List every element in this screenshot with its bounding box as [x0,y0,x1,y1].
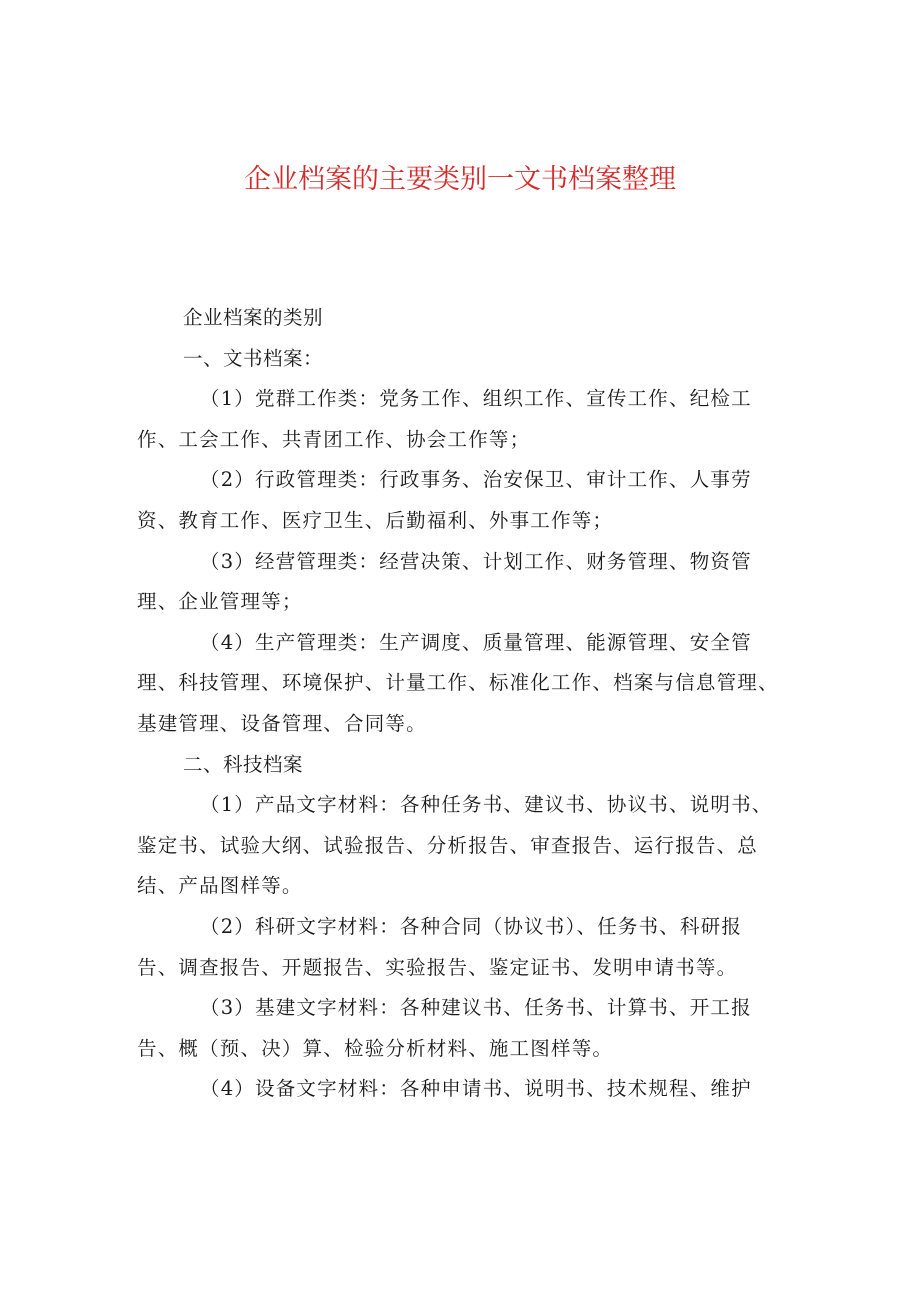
section-heading: 企业档案的类别 [183,306,324,329]
paragraph-line: 告、调查报告、开题报告、实验报告、鉴定证书、发明申请书等。 [137,955,738,979]
document-title: 企业档案的主要类别一文书档案整理 [244,164,676,195]
paragraph-line: （4）设备文字材料：各种申请书、说明书、技术规程、维护 [200,1077,752,1101]
paragraph-line: （1）党群工作类：党务工作、组织工作、宣传工作、纪检工 [200,387,752,411]
paragraph-line: 结、产品图样等。 [137,874,303,898]
document-body [137,298,787,1110]
paragraph-line: 鉴定书、试验大纲、试验报告、分析报告、审查报告、运行报告、总 [137,833,759,857]
paragraph-line: 作、工会工作、共青团工作、协会工作等； [137,427,531,451]
paragraph-line: 理、科技管理、环境保护、计量工作、标准化工作、档案与信息管理、 [137,671,779,695]
section-heading: 一、文书档案： [183,346,324,370]
paragraph-line: （3）经营管理类：经营决策、计划工作、财务管理、物资管 [200,549,752,573]
paragraph-line: （2）科研文字材料：各种合同（协议书）、任务书、科研报 [200,914,743,938]
section-heading: 二、科技档案 [183,752,304,776]
paragraph-line: 告、概（预、决）算、检验分析材料、施工图样等。 [137,1036,614,1060]
paragraph-line: （1）产品文字材料：各种任务书、建议书、协议书、说明书、 [200,793,773,817]
paragraph-line: （3）基建文字材料：各种建议书、任务书、计算书、开工报 [200,996,752,1020]
paragraph-line: （4）生产管理类：生产调度、质量管理、能源管理、安全管 [200,630,752,654]
paragraph-line: 基建管理、设备管理、合同等。 [137,711,427,735]
paragraph-line: 资、教育工作、医疗卫生、后勤福利、外事工作等； [137,508,614,532]
paragraph-line: 理、企业管理等； [137,590,303,614]
paragraph-line: （2）行政管理类：行政事务、治安保卫、审计工作、人事劳 [200,468,752,492]
